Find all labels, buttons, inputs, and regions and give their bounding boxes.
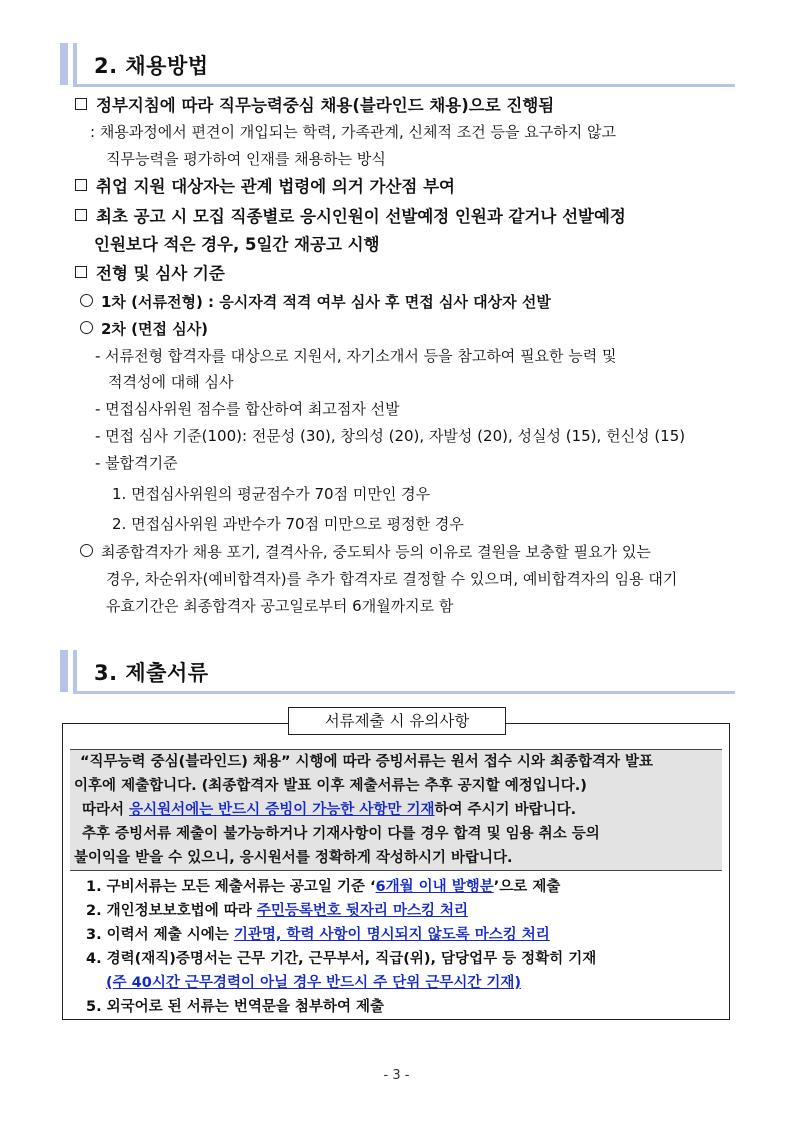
section-2-title: 2. 채용방법 bbox=[94, 54, 209, 78]
item-text: 최종합격자가 채용 포기, 결격사유, 중도퇴사 등의 이유로 결원을 보충할 필요가 있는 bbox=[101, 543, 651, 561]
header-accent-bar bbox=[60, 43, 68, 85]
list-item bbox=[75, 206, 626, 228]
list-item bbox=[95, 398, 400, 420]
list-item bbox=[106, 568, 677, 590]
item-text: - 면접 심사 기준(100): 전문성 (30), 창의성 (20), 자발성 (20), 성실성 (15), 헌신성 (15) bbox=[95, 427, 686, 445]
list-item bbox=[95, 452, 178, 474]
item-text: 최초 공고 시 모집 직종별로 응시인원이 선발예정 인원과 같거나 선발예정 bbox=[96, 207, 626, 226]
item-text: ’으로 제출 bbox=[493, 879, 561, 895]
item-text: 적격성에 대해 심사 bbox=[108, 373, 234, 391]
circle-bullet-icon bbox=[80, 294, 93, 307]
square-bullet-icon bbox=[75, 209, 87, 221]
square-bullet-icon bbox=[75, 98, 87, 110]
page-number: - 3 - bbox=[383, 1068, 410, 1083]
notice-line: “직무능력 중심(블라인드) 채용” 시행에 따라 증빙서류는 원서 접수 시와 최종합격자 발표 bbox=[80, 754, 654, 770]
item-text: 2차 (면접 심사) bbox=[101, 320, 209, 338]
list-item bbox=[108, 371, 233, 393]
item-text: - 불합격기준 bbox=[95, 454, 178, 472]
list-item bbox=[80, 541, 651, 563]
square-bullet-icon bbox=[75, 266, 87, 278]
notice-line bbox=[82, 799, 576, 821]
document-item bbox=[86, 876, 560, 898]
item-text: 1. 면접심사위원의 평균점수가 70점 미만인 경우 bbox=[112, 485, 431, 503]
item-emphasis: 기관명, 학력 사항이 명시되지 않도록 마스킹 처리 bbox=[233, 927, 550, 943]
square-bullet-icon bbox=[75, 179, 87, 191]
item-text: 취업 지원 대상자는 관계 법령에 의거 가산점 부여 bbox=[96, 177, 455, 196]
list-item bbox=[106, 595, 453, 617]
section-3-title: 3. 제출서류 bbox=[94, 661, 209, 685]
list-item bbox=[112, 513, 464, 535]
document-item-note: (주 40시간 근무경력이 아닐 경우 반드시 주 단위 근무시간 기재) bbox=[106, 975, 522, 991]
item-text: 2. 개인정보보호법에 따라 bbox=[86, 903, 257, 919]
header-accent-bar bbox=[73, 650, 77, 692]
list-item bbox=[95, 425, 685, 447]
notice-text: 따라서 bbox=[82, 802, 130, 818]
header-accent-bar bbox=[73, 43, 77, 85]
list-item bbox=[90, 121, 616, 143]
document-item: 4. 경력(재직)증명서는 근무 기간, 근무부서, 직급(위), 담당업무 등 정확히 기재 bbox=[86, 951, 597, 967]
item-text: : 채용과정에서 편견이 개입되는 학력, 가족관계, 신체적 조건 등을 요구하지 않고 bbox=[90, 123, 616, 141]
list-item bbox=[80, 318, 208, 340]
list-item bbox=[106, 148, 386, 170]
list-item bbox=[75, 95, 554, 117]
item-text: 인원보다 적은 경우, 5일간 재공고 시행 bbox=[94, 235, 380, 254]
list-item bbox=[95, 345, 617, 367]
item-text: 전형 및 심사 기준 bbox=[96, 264, 225, 283]
list-item bbox=[80, 291, 551, 313]
list-item bbox=[112, 483, 430, 505]
item-text: 유효기간은 최종합격자 공고일로부터 6개월까지로 함 bbox=[106, 597, 454, 615]
list-item bbox=[75, 263, 225, 285]
header-underline bbox=[73, 84, 735, 87]
item-text: 2. 면접심사위원 과반수가 70점 미만으로 평정한 경우 bbox=[112, 515, 464, 533]
section-2-header bbox=[60, 43, 735, 87]
item-text: 정부지침에 따라 직무능력중심 채용(블라인드 채용)으로 진행됨 bbox=[96, 96, 555, 115]
item-text: 직무능력을 평가하여 인재를 채용하는 방식 bbox=[106, 150, 386, 168]
item-text: - 서류전형 합격자를 대상으로 지원서, 자기소개서 등을 참고하여 필요한 능력 및 bbox=[95, 347, 617, 365]
document-item: 5. 외국어로 된 서류는 번역문을 첨부하여 제출 bbox=[86, 999, 385, 1015]
item-text: 경우, 차순위자(예비합격자)를 추가 합격자로 결정할 수 있으며, 예비합격자의 임용 대기 bbox=[106, 570, 678, 588]
circle-bullet-icon bbox=[80, 321, 93, 334]
notice-box-title: 서류제출 시 유의사항 bbox=[288, 707, 506, 735]
section-3-header bbox=[60, 650, 735, 694]
item-text: - 면접심사위원 점수를 합산하여 최고점자 선발 bbox=[95, 400, 400, 418]
list-item bbox=[75, 176, 455, 198]
notice-line: 추후 증빙서류 제출이 불가능하거나 기재사항이 다를 경우 합격 및 임용 취소 등의 bbox=[82, 826, 600, 842]
document-item bbox=[86, 924, 550, 946]
notice-line: 불이익을 받을 수 있으니, 응시원서를 정확하게 작성하시기 바랍니다. bbox=[74, 850, 513, 866]
item-text: 1. 구비서류는 모든 제출서류는 공고일 기준 ‘ bbox=[86, 879, 376, 895]
header-underline bbox=[73, 691, 735, 694]
item-emphasis: 주민등록번호 뒷자리 마스킹 처리 bbox=[256, 903, 469, 919]
notice-line: 이후에 제출합니다. (최종합격자 발표 이후 제출서류는 추후 공지할 예정입니다.) bbox=[74, 778, 587, 794]
item-text: 1차 (서류전형) : 응시자격 적격 여부 심사 후 면접 심사 대상자 선발 bbox=[101, 293, 551, 311]
notice-emphasis: 응시원서에는 반드시 증빙이 가능한 사항만 기재 bbox=[129, 802, 435, 818]
document-item bbox=[86, 900, 468, 922]
circle-bullet-icon bbox=[80, 544, 93, 557]
list-item bbox=[94, 234, 380, 256]
header-accent-bar bbox=[60, 650, 68, 692]
item-text: 3. 이력서 제출 시에는 bbox=[86, 927, 234, 943]
item-emphasis: 6개월 이내 발행분 bbox=[375, 879, 494, 895]
notice-text: 하여 주시기 바랍니다. bbox=[434, 802, 577, 818]
